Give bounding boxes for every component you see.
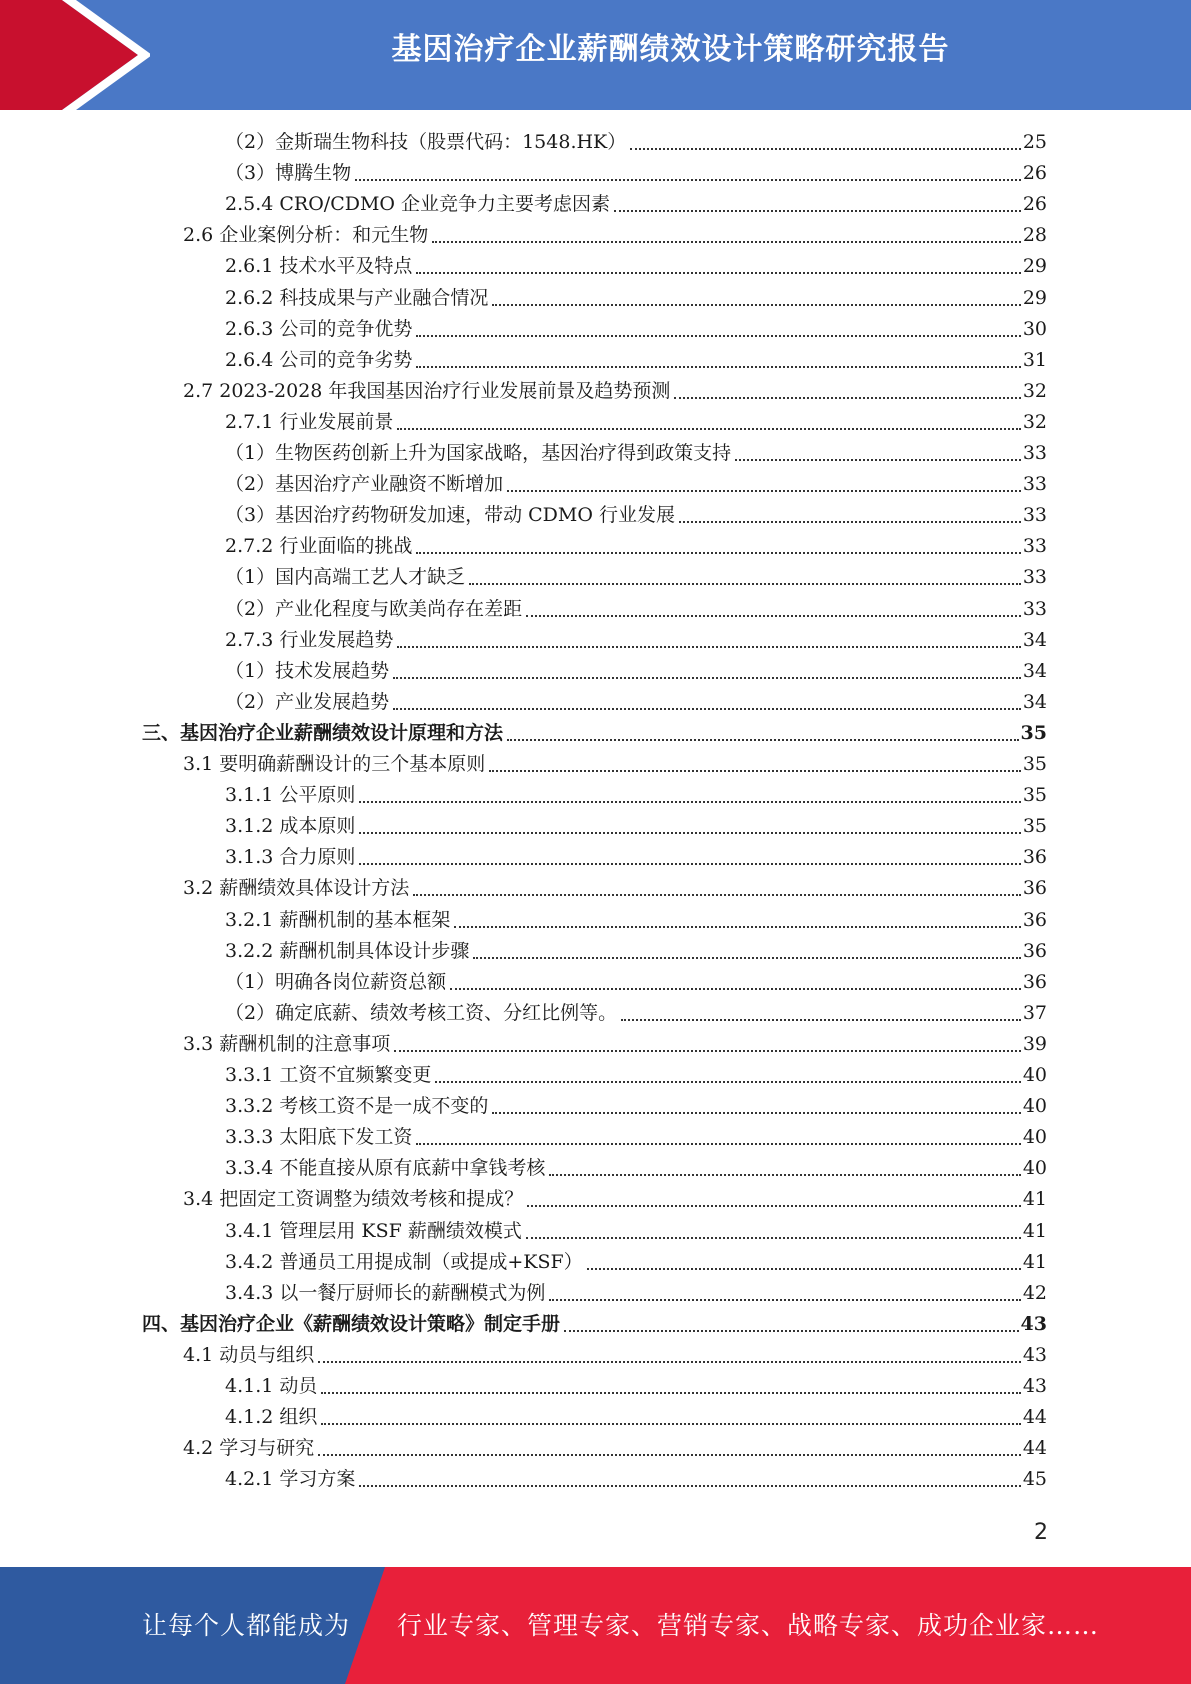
page-footer — [0, 1567, 1191, 1684]
toc-leader-dots — [564, 1329, 1019, 1332]
toc-entry-page: 36 — [1022, 877, 1047, 900]
toc-entry-page: 45 — [1022, 1468, 1047, 1491]
toc-entry-title: 4.1.1 动员 — [225, 1375, 318, 1397]
toc-entry[interactable] — [225, 531, 1047, 562]
toc-leader-dots — [492, 1111, 1020, 1114]
toc-entry-title: 2.7.2 行业面临的挑战 — [225, 535, 413, 558]
toc-entry-title: （2）金斯瑞生物科技（股票代码：1548.HK） — [225, 131, 627, 153]
toc-entry-page: 44 — [1022, 1437, 1047, 1460]
footer-slogan-right: 行业专家、管理专家、营销专家、战略专家、成功企业家…… — [397, 1611, 1100, 1640]
toc-leader-dots — [416, 365, 1020, 368]
toc-entry-page: 33 — [1022, 535, 1047, 558]
toc-entry-page: 33 — [1022, 504, 1047, 527]
toc-entry-page: 33 — [1022, 442, 1047, 464]
page-number: 2 — [1034, 1520, 1048, 1545]
toc-entry-page: 43 — [1022, 1375, 1047, 1397]
toc-entry-title: （1）国内高端工艺人才缺乏 — [225, 566, 466, 589]
toc-entry-title: 2.7.3 行业发展趋势 — [225, 628, 394, 651]
toc-entry[interactable] — [225, 283, 1047, 314]
toc-leader-dots — [507, 738, 1019, 741]
toc-entry[interactable] — [225, 687, 1047, 718]
toc-leader-dots — [321, 1422, 1020, 1425]
toc-entry-page: 44 — [1022, 1406, 1047, 1429]
toc-entry-page: 34 — [1022, 659, 1047, 682]
toc-entry[interactable] — [183, 873, 1047, 904]
toc-leader-dots — [359, 1484, 1020, 1487]
toc-entry-title: （2）基因治疗产业融资不断增加 — [225, 473, 504, 496]
toc-entry-title: 2.6 企业案例分析：和元生物 — [183, 224, 429, 247]
toc-entry[interactable] — [225, 1216, 1047, 1247]
toc-leader-dots — [416, 551, 1020, 554]
toc-entry-title: 2.7.1 行业发展前景 — [225, 410, 394, 433]
toc-leader-dots — [492, 303, 1020, 306]
toc-leader-dots — [355, 178, 1021, 181]
toc-leader-dots — [507, 489, 1021, 492]
toc-entry-title: 2.6.1 技术水平及特点 — [225, 255, 413, 278]
toc-entry[interactable] — [225, 158, 1047, 189]
toc-entry[interactable] — [225, 562, 1047, 593]
toc-entry-title: （2）确定底薪、绩效考核工资、分红比例等。 — [225, 1001, 618, 1024]
toc-entry[interactable] — [183, 1184, 1047, 1215]
toc-entry-title: 3.1 要明确薪酬设计的三个基本原则 — [183, 753, 486, 775]
toc-entry[interactable] — [183, 376, 1047, 407]
toc-entry[interactable] — [225, 345, 1047, 376]
toc-entry[interactable] — [225, 842, 1047, 873]
toc-leader-dots — [416, 1142, 1020, 1145]
toc-entry-title: 3.1.2 成本原则 — [225, 815, 356, 838]
toc-entry-title: 三、基因治疗企业薪酬绩效设计原理和方法 — [142, 721, 504, 744]
toc-entry-title: 3.3.2 考核工资不是一成不变的 — [225, 1095, 489, 1118]
toc-entry-page: 40 — [1022, 1126, 1047, 1149]
toc-entry-title: 3.1.1 公平原则 — [225, 784, 356, 807]
toc-entry-page: 33 — [1022, 473, 1047, 496]
toc-leader-dots — [614, 209, 1021, 212]
toc-entry-title: 3.3 薪酬机制的注意事项 — [183, 1032, 391, 1055]
toc-entry-page: 29 — [1022, 255, 1047, 278]
toc-entry-page: 41 — [1022, 1250, 1047, 1273]
toc-leader-dots — [630, 147, 1021, 150]
toc-leader-dots — [393, 707, 1021, 710]
toc-entry[interactable] — [225, 251, 1047, 282]
toc-leader-dots — [416, 271, 1020, 274]
toc-entry[interactable] — [225, 1464, 1047, 1495]
toc-entry-page: 26 — [1022, 193, 1047, 216]
toc-entry-title: 四、基因治疗企业《薪酬绩效设计策略》制定手册 — [142, 1312, 561, 1335]
toc-entry-title: （3）基因治疗药物研发加速，带动 CDMO 行业发展 — [225, 504, 675, 527]
toc-entry-page: 32 — [1022, 410, 1047, 433]
header-arrow-decoration — [0, 0, 150, 110]
toc-entry-title: （3）博腾生物 — [225, 162, 352, 185]
toc-entry-page: 30 — [1022, 317, 1047, 340]
toc-entry[interactable] — [142, 1309, 1047, 1340]
toc-entry-title: 4.1 动员与组织 — [183, 1343, 315, 1366]
toc-entry[interactable] — [225, 936, 1047, 967]
toc-entry-title: 4.2.1 学习方案 — [225, 1468, 356, 1491]
toc-entry-page: 34 — [1022, 690, 1047, 713]
toc-leader-dots — [489, 769, 1021, 772]
toc-entry[interactable] — [225, 625, 1047, 656]
toc-leader-dots — [526, 614, 1021, 617]
toc-leader-dots — [527, 1204, 1021, 1207]
toc-entry-title: （1）技术发展趋势 — [225, 659, 390, 682]
toc-entry[interactable] — [225, 905, 1047, 936]
toc-entry-title: 2.7 2023-2028 年我国基因治疗行业发展前景及趋势预测 — [183, 379, 671, 402]
toc-entry[interactable] — [183, 749, 1047, 780]
toc-entry[interactable] — [225, 656, 1047, 687]
toc-leader-dots — [359, 831, 1020, 834]
toc-entry[interactable] — [225, 1091, 1047, 1122]
toc-entry-page: 26 — [1022, 162, 1047, 185]
toc-entry[interactable] — [225, 1247, 1047, 1278]
toc-entry-page: 41 — [1022, 1219, 1047, 1242]
toc-entry-title: （2）产业发展趋势 — [225, 690, 390, 713]
toc-leader-dots — [549, 1173, 1020, 1176]
toc-entry[interactable] — [225, 1278, 1047, 1309]
toc-entry-page: 33 — [1022, 566, 1047, 589]
toc-entry-page: 25 — [1022, 131, 1047, 153]
toc-entry-title: 3.4.1 管理层用 KSF 薪酬绩效模式 — [225, 1219, 522, 1242]
toc-entry-title: 2.6.4 公司的竞争劣势 — [225, 348, 413, 371]
toc-entry-page: 35 — [1022, 815, 1047, 838]
toc-entry[interactable] — [225, 500, 1047, 531]
toc-entry-page: 42 — [1022, 1281, 1047, 1304]
toc-leader-dots — [318, 1360, 1021, 1363]
toc-entry-page: 31 — [1022, 348, 1047, 371]
toc-entry[interactable] — [225, 1371, 1047, 1402]
toc-entry[interactable] — [225, 438, 1047, 469]
toc-leader-dots — [735, 458, 1021, 461]
toc-leader-dots — [397, 427, 1020, 430]
toc-entry-title: 3.2.2 薪酬机制具体设计步骤 — [225, 939, 470, 962]
toc-entry-title: 3.4 把固定工资调整为绩效考核和提成？ — [183, 1188, 524, 1211]
page-header — [0, 0, 1191, 110]
toc-entry[interactable] — [183, 1433, 1047, 1464]
toc-entry-page: 35 — [1022, 753, 1047, 775]
toc-entry-page: 43 — [1020, 1312, 1047, 1335]
toc-entry[interactable] — [225, 967, 1047, 998]
toc-leader-dots — [549, 1298, 1020, 1301]
toc-entry-page: 35 — [1022, 784, 1047, 807]
toc-entry-title: 2.5.4 CRO/CDMO 企业竞争力主要考虑因素 — [225, 193, 611, 216]
toc-leader-dots — [359, 800, 1020, 803]
toc-entry[interactable] — [225, 594, 1047, 625]
toc-entry[interactable] — [225, 998, 1047, 1029]
toc-leader-dots — [413, 893, 1021, 896]
toc-leader-dots — [394, 1049, 1021, 1052]
toc-entry-page: 39 — [1022, 1032, 1047, 1055]
toc-leader-dots — [435, 1080, 1020, 1083]
toc-leader-dots — [454, 925, 1020, 928]
toc-entry-page: 33 — [1022, 597, 1047, 620]
toc-entry[interactable] — [183, 220, 1047, 251]
toc-entry-title: 3.4.3 以一餐厅厨师长的薪酬模式为例 — [225, 1281, 546, 1304]
toc-entry-title: 3.1.3 合力原则 — [225, 846, 356, 869]
toc-entry[interactable] — [225, 407, 1047, 438]
toc-entry-title: （1）明确各岗位薪资总额 — [225, 970, 447, 993]
toc-entry-title: 3.2 薪酬绩效具体设计方法 — [183, 877, 410, 900]
toc-entry-title: 2.6.3 公司的竞争优势 — [225, 317, 413, 340]
toc-entry-title: 3.3.3 太阳底下发工资 — [225, 1126, 413, 1149]
toc-entry-title: 4.1.2 组织 — [225, 1406, 318, 1429]
toc-leader-dots — [416, 334, 1020, 337]
toc-entry-title: 3.3.4 不能直接从原有底薪中拿钱考核 — [225, 1157, 546, 1180]
toc-leader-dots — [318, 1453, 1021, 1456]
toc-entry-title: 3.2.1 薪酬机制的基本框架 — [225, 908, 451, 931]
toc-leader-dots — [587, 1267, 1021, 1270]
toc-entry-page: 32 — [1022, 379, 1047, 402]
toc-entry[interactable] — [225, 1153, 1047, 1184]
toc-entry[interactable] — [225, 469, 1047, 500]
toc-leader-dots — [397, 645, 1020, 648]
toc-entry-page: 29 — [1022, 286, 1047, 309]
toc-leader-dots — [473, 956, 1020, 959]
toc-entry[interactable] — [225, 1060, 1047, 1091]
footer-slogan-left: 让每个人都能成为 — [142, 1611, 351, 1640]
toc-entry-title: （1）生物医药创新上升为国家战略，基因治疗得到政策支持 — [225, 442, 732, 464]
toc-leader-dots — [359, 862, 1020, 865]
toc-entry[interactable] — [225, 189, 1047, 220]
toc-entry-title: （2）产业化程度与欧美尚存在差距 — [225, 597, 523, 620]
toc-entry-title: 2.6.2 科技成果与产业融合情况 — [225, 286, 489, 309]
toc-leader-dots — [674, 396, 1020, 399]
toc-entry-page: 28 — [1022, 224, 1047, 247]
toc-entry[interactable] — [183, 1029, 1047, 1060]
toc-entry[interactable] — [225, 1402, 1047, 1433]
toc-entry[interactable] — [225, 811, 1047, 842]
toc-entry[interactable] — [225, 1122, 1047, 1153]
toc-entry[interactable] — [225, 780, 1047, 811]
toc-leader-dots — [679, 520, 1021, 523]
toc-entry-page: 37 — [1022, 1001, 1047, 1024]
toc-entry-page: 36 — [1022, 908, 1047, 931]
toc-entry[interactable] — [142, 718, 1047, 749]
toc-entry-page: 40 — [1022, 1157, 1047, 1180]
report-title: 基因治疗企业薪酬绩效设计策略研究报告 — [391, 32, 950, 67]
toc-entry-title: 3.3.1 工资不宜频繁变更 — [225, 1064, 432, 1086]
toc-entry[interactable] — [225, 314, 1047, 345]
toc-entry-page: 34 — [1022, 628, 1047, 651]
toc-entry-title: 3.4.2 普通员工用提成制（或提成+KSF） — [225, 1250, 583, 1273]
toc-entry-page: 40 — [1022, 1064, 1047, 1086]
toc-leader-dots — [321, 1391, 1020, 1394]
toc-leader-dots — [469, 582, 1021, 585]
toc-entry-page: 43 — [1022, 1343, 1047, 1366]
toc-leader-dots — [393, 676, 1021, 679]
toc-entry-title: 4.2 学习与研究 — [183, 1437, 315, 1460]
toc-entry-page: 36 — [1022, 939, 1047, 962]
toc-leader-dots — [432, 240, 1021, 243]
toc-leader-dots — [450, 987, 1021, 990]
toc-entry-page: 35 — [1020, 721, 1047, 744]
toc-leader-dots — [526, 1236, 1021, 1239]
toc-entry-page: 41 — [1022, 1188, 1047, 1211]
toc-entry-page: 36 — [1022, 846, 1047, 869]
toc-entry-page: 36 — [1022, 970, 1047, 993]
toc-entry[interactable] — [225, 127, 1047, 158]
toc-entry[interactable] — [183, 1340, 1047, 1371]
toc-entry-page: 40 — [1022, 1095, 1047, 1118]
toc-leader-dots — [621, 1018, 1021, 1021]
